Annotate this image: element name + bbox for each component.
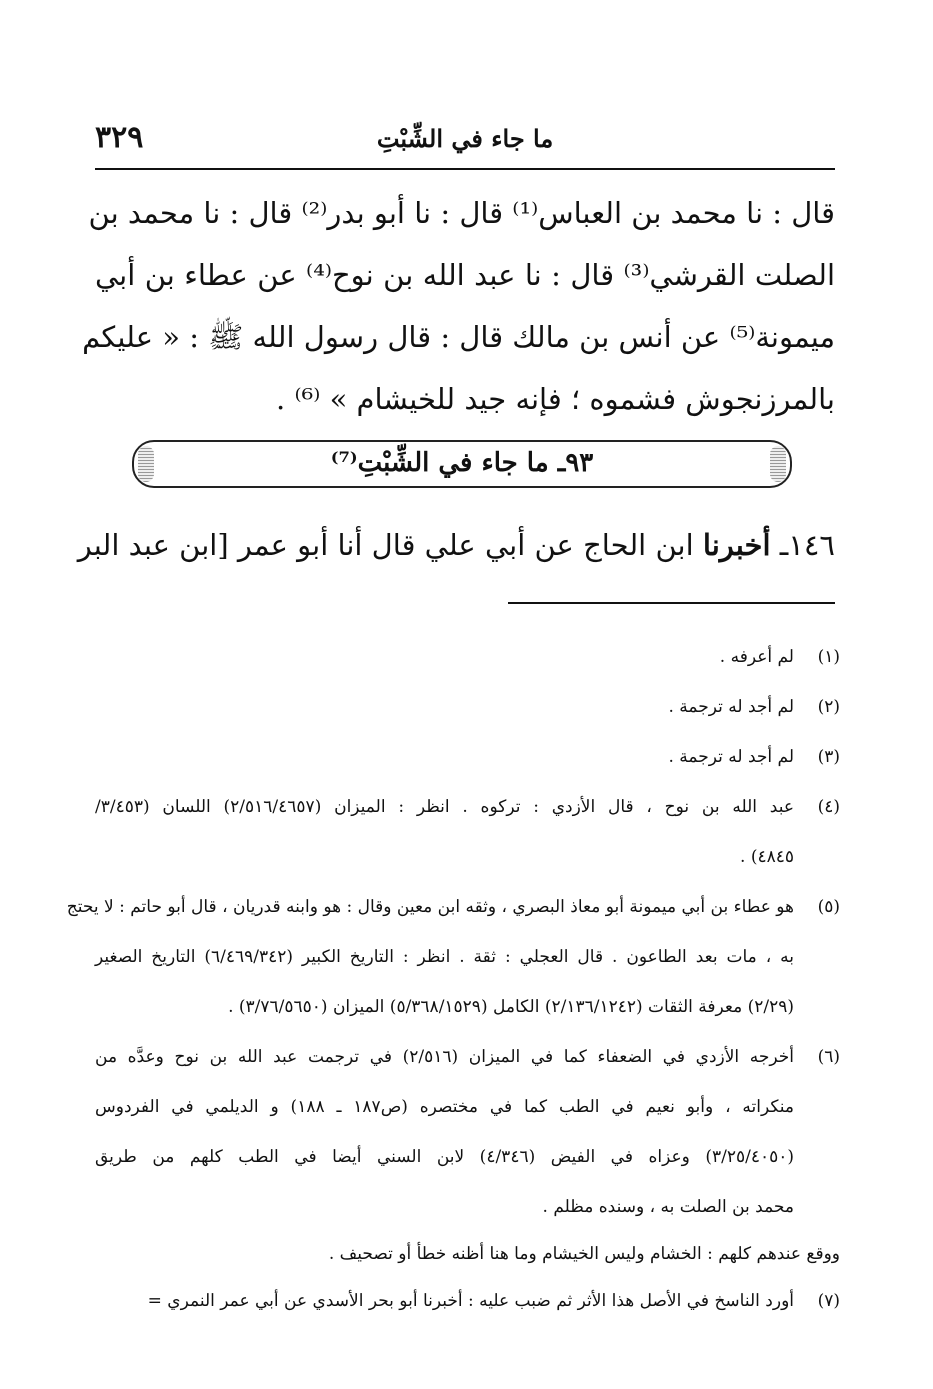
hadith-number: ١٤٦ـ xyxy=(779,528,835,562)
footnote-line: أخرجه الأزدي في الضعفاء كما في الميزان (٢/٥١٦) في ترجمت عبد الله بن نوح وعدَّه من xyxy=(95,1047,794,1067)
main-text-line: الصلت القرشي⁽³⁾ قال : نا عبد الله بن نوح⁽⁴⁾ عن عطاء بن أبي xyxy=(95,258,836,292)
footnote-text xyxy=(66,882,794,1032)
footnote-number: (٣) xyxy=(817,747,840,767)
page-number: ٣٢٩ xyxy=(95,120,144,155)
chapter-title: ٩٣ـ ما جاء في الشِّبْتِ⁽⁷⁾ xyxy=(330,448,594,478)
main-text xyxy=(82,182,836,430)
footnote-line: لم أجد له ترجمة . xyxy=(668,697,794,717)
footnote-text xyxy=(95,732,794,782)
running-title: ما جاء في الشِّبْتِ xyxy=(376,124,554,153)
footnote-item xyxy=(66,882,840,1032)
footnote-number: (٤) xyxy=(817,797,840,817)
footnote-item xyxy=(95,632,840,682)
page-header xyxy=(95,118,835,168)
footnote-line: أورد الناسخ في الأصل هذا الأثر ثم ضبب عليه : أخبرنا أبو بحر الأسدي عن أبي عمر النمري = xyxy=(147,1291,794,1311)
footnote-line: هو عطاء بن أبي ميمونة أبو معاذ البصري ، وثقه ابن معين وقال : هو وابنه قدريان ، قال أبو حاتم : لا يحتج xyxy=(66,897,794,917)
chapter-heading-box xyxy=(132,440,792,488)
footnote-text xyxy=(95,1032,794,1232)
footnote-text xyxy=(95,1276,794,1326)
footnote-text xyxy=(95,682,794,732)
footnote-line: ٤٨٤٥) . xyxy=(740,847,794,867)
footnotes xyxy=(66,632,840,1326)
footnote-item xyxy=(95,1276,840,1326)
footnote-item xyxy=(95,732,840,782)
footnote-line: لم أجد له ترجمة . xyxy=(668,747,794,767)
footnote-number: (١) xyxy=(817,647,840,667)
hadith-paragraph xyxy=(77,520,835,570)
footnote-line: (٣/٢٥/٤٠٥٠) وعزاه في الفيض (٤/٣٤٦) لابن السني أيضا في الطب كلهم من طريق xyxy=(95,1147,794,1167)
footnote-text xyxy=(95,632,794,682)
footnote-line: عبد الله بن نوح ، قال الأزدي : تركوه . انظر : الميزان (٢/٥١٦/٤٦٥٧) اللسان (٣/٤٥٣/ xyxy=(95,797,794,817)
footnote-item xyxy=(95,682,840,732)
footnote-text xyxy=(95,782,794,882)
footnote-number: (٢) xyxy=(817,697,840,717)
footnote-number: (٥) xyxy=(817,897,840,917)
footnote-item xyxy=(95,782,840,882)
footnote-separator xyxy=(508,602,835,604)
hadith-lead-word: أخبرنا xyxy=(702,528,771,562)
footnote-line: (٢/٢٩) معرفة الثقات (٢/١٣٦/١٢٤٢) الكامل (٥/٣٦٨/١٥٢٩) الميزان (٣/٧٦/٥٦٥٠) . xyxy=(228,997,794,1017)
footnote-line: لم أعرفه . xyxy=(719,647,794,667)
footnote-item xyxy=(95,1032,840,1276)
footnote-number: (٧) xyxy=(817,1291,840,1311)
header-rule xyxy=(95,168,835,170)
footnote-line: محمد بن الصلت به ، وسنده مظلم . xyxy=(542,1197,794,1217)
footnote-line: به ، مات بعد الطاعون . قال العجلي : ثقة . انظر : التاريخ الكبير (٦/٤٦٩/٣٤٢) التاريخ الصغير xyxy=(95,947,794,967)
main-text-line: قال : نا محمد بن العباس⁽¹⁾ قال : نا أبو بدر⁽²⁾ قال : نا محمد بن xyxy=(88,196,835,230)
footnote-line: منكراته ، وأبو نعيم في الطب كما في مختصره (ص١٨٧ ـ ١٨٨) و الديلمي في الفردوس xyxy=(95,1097,794,1117)
footnote-number: (٦) xyxy=(817,1047,840,1067)
main-text-line: ميمونة⁽⁵⁾ عن أنس بن مالك قال : قال رسول الله ﷺ : « عليكم xyxy=(82,320,835,354)
footnote-continuation: ووقع عندهم كلهم : الخشام وليس الخيشام وما هنا أظنه خطأ أو تصحيف . xyxy=(328,1244,840,1264)
main-text-line: بالمرزنجوش فشموه ؛ فإنه جيد للخيشام » ⁽⁶⁾ . xyxy=(276,382,835,416)
hadith-text: ابن الحاج عن أبي علي قال أنا أبو عمر [ابن عبد البر xyxy=(77,528,694,562)
